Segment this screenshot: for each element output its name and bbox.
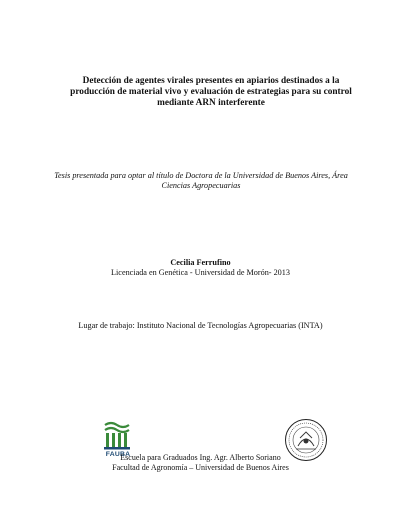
thesis-subtitle — [36, 171, 366, 191]
author-degree: Licenciada en Genética - Universidad de Morón- 2013 — [111, 268, 290, 277]
subtitle-line: Ciencias Agropecuarias — [161, 181, 241, 190]
author-block — [0, 258, 401, 278]
title-line: Detección de agentes virales presentes en apiarios destinados a la — [82, 76, 340, 86]
title-line: mediante ARN interferente — [157, 98, 265, 108]
fauba-logo-graphic — [101, 419, 135, 451]
footer-line: Escuela para Graduados Ing. Agr. Alberto Soriano — [120, 453, 281, 462]
footer-line: Facultad de Agronomía – Universidad de Buenos Aires — [112, 463, 289, 472]
workplace: Lugar de trabajo: Instituto Nacional de Tecnologías Agropecuarias (INTA) — [78, 321, 323, 330]
title-line: producción de material vivo y evaluación de estrategias para su control — [70, 87, 352, 97]
footer-institution — [0, 453, 401, 473]
subtitle-line: Tesis presentada para optar al título de Doctora de la Universidad de Buenos Aires, Área — [54, 171, 348, 180]
author-name: Cecilia Ferrufino — [170, 258, 231, 267]
logo-caption: FAUBA — [105, 451, 131, 458]
thesis-title — [60, 76, 362, 109]
